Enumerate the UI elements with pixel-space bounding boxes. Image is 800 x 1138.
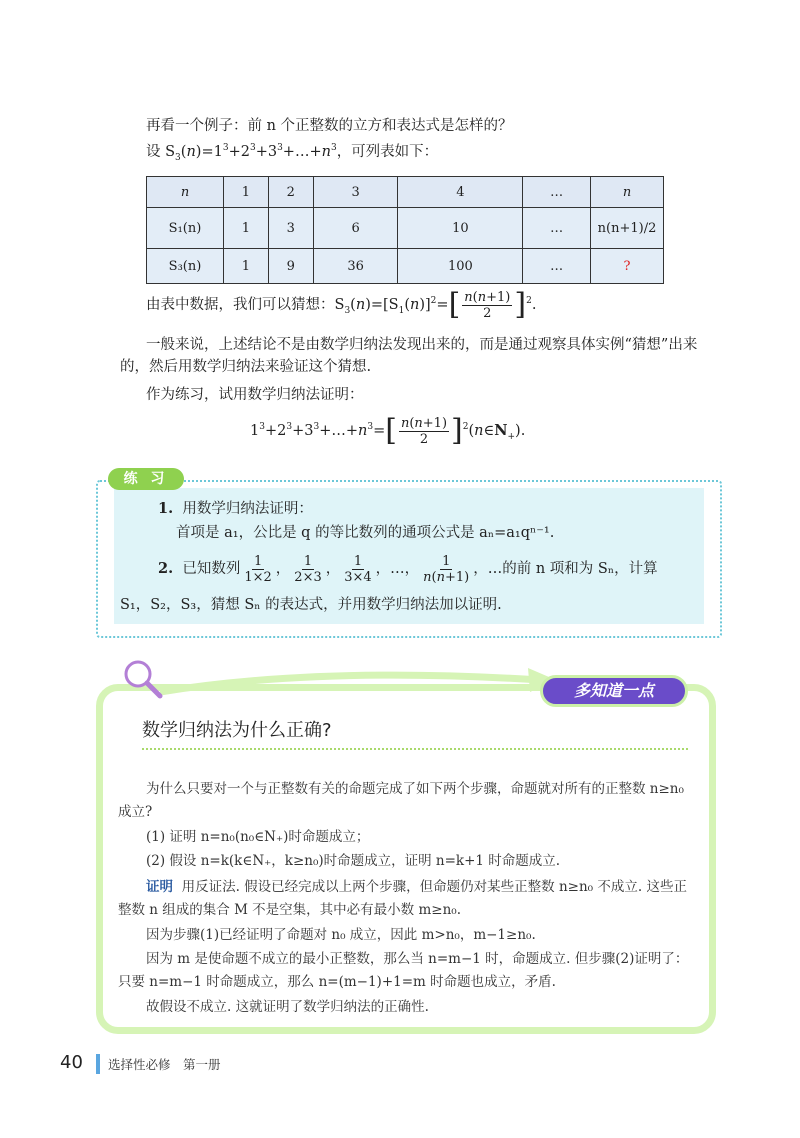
table-cell: … <box>523 177 591 208</box>
table-cell: 2 <box>268 177 313 208</box>
table-row-label: S₃(n) <box>147 249 224 284</box>
exercise-tag: 练 习 <box>108 468 184 490</box>
values-table <box>146 176 664 284</box>
table-cell-formula: n(n+1)/2 <box>591 208 664 249</box>
knowledge-para-5: 故假设不成立. 这就证明了数学归纳法的正确性. <box>146 999 429 1015</box>
table-cell-question: ? <box>591 249 664 284</box>
table-cell: 3 <box>268 208 313 249</box>
practice-formula: $1^3+2^3+3^3+\dots+n^3=$[ $\frac{n(n+1)}{2}$ ]$^2(n\in N_+)$. <box>250 413 526 448</box>
intro-line-2: 设 $S_3(n)=1^3+2^3+3^3+\dots+n^3$，可列表如下： <box>146 143 439 163</box>
footer-divider <box>96 1054 100 1074</box>
knowledge-tag: 多知道一点 <box>540 675 688 707</box>
knowledge-question: 为什么只要对一个与正整数有关的命题完成了如下两个步骤，命题就对所有的正整数 n≥n₀ 成立? <box>118 781 684 820</box>
exercise-item-1-body: 首项是 a₁，公比是 q 的等比数列的通项公式是 aₙ=a₁qⁿ⁻¹. <box>176 525 555 541</box>
table-row-s3 <box>147 249 664 284</box>
knowledge-step-1: (1) 证明 n=n₀(n₀∈N₊)时命题成立； <box>146 829 370 845</box>
table-header-row <box>147 177 664 208</box>
table-cell: 1 <box>224 208 269 249</box>
exercise-item-1: 1. 用数学归纳法证明： <box>158 500 313 517</box>
intro-line-1: 再看一个例子：前 n 个正整数的立方和表达式是怎样的？ <box>146 118 513 134</box>
table-cell: … <box>523 249 591 284</box>
table-cell: 4 <box>398 177 523 208</box>
magnifier-icon <box>118 656 170 708</box>
guess-formula: 由表中数据，我们可以猜想：$S_3(n)=[S_1(n)]^2=$[ $\frac{n(n+1)}{2}$ ]$^2$. <box>146 287 537 322</box>
exercise-item-2-line-2: S₁，S₂，S₃，猜想 Sₙ 的表达式，并用数学归纳法加以证明. <box>120 597 502 613</box>
table-cell: 10 <box>398 208 523 249</box>
knowledge-title: 数学归纳法为什么正确? <box>142 720 332 741</box>
title-divider <box>142 748 688 750</box>
arrow-icon <box>120 656 560 702</box>
table-row-label: S₁(n) <box>147 208 224 249</box>
knowledge-para-4: 因为 m 是使命题不成立的最小正整数，那么当 n=m−1 时，命题成立. 但步骤(2)证明了：只要 n=m−1 时命题成立，那么 n=(m−1)+1=m 时命题也成立，矛盾. <box>118 951 689 990</box>
book-title: 选择性必修 第一册 <box>108 1057 221 1072</box>
practice-intro: 作为练习，试用数学归纳法证明： <box>146 387 364 403</box>
table-cell: 1 <box>224 249 269 284</box>
table-cell: … <box>523 208 591 249</box>
exercise-item-2: 2. 已知数列 $\frac{1}{1\times 2}$ ， $\frac{1}{2\times 3}$ ， $\frac{1}{3\times 4}$ ，…， $\frac{1}{n(n+1)}$ ，…的前 n 项和为 Sₙ，计算 <box>158 553 658 585</box>
table-cell: 100 <box>398 249 523 284</box>
table-cell: 6 <box>313 208 398 249</box>
page-number: 40 <box>60 1052 83 1073</box>
knowledge-step-2: (2) 假设 n=k(k∈N₊，k≥n₀)时命题成立，证明 n=k+1 时命题成立. <box>146 853 561 869</box>
table-cell: n <box>591 177 664 208</box>
knowledge-para-3: 因为步骤(1)已经证明了命题对 n₀ 成立，因此 m>n₀，m−1≥n₀. <box>146 927 536 943</box>
table-cell: 9 <box>268 249 313 284</box>
table-row-s1 <box>147 208 664 249</box>
paragraph-general: 一般来说，上述结论不是由数学归纳法发现出来的，而是通过观察具体实例“猜想”出来的，然后用数学归纳法来验证这个猜想. <box>120 337 698 375</box>
table-cell: 3 <box>313 177 398 208</box>
table-cell: 36 <box>313 249 398 284</box>
knowledge-proof: 证明 用反证法. 假设已经完成以上两个步骤，但命题仍对某些正整数 n≥n₀ 不成立. 这些正整数 n 组成的集合 M 不是空集，其中必有最小数 m≥n₀. <box>118 879 687 918</box>
table-cell: n <box>147 177 224 208</box>
table-cell: 1 <box>224 177 269 208</box>
